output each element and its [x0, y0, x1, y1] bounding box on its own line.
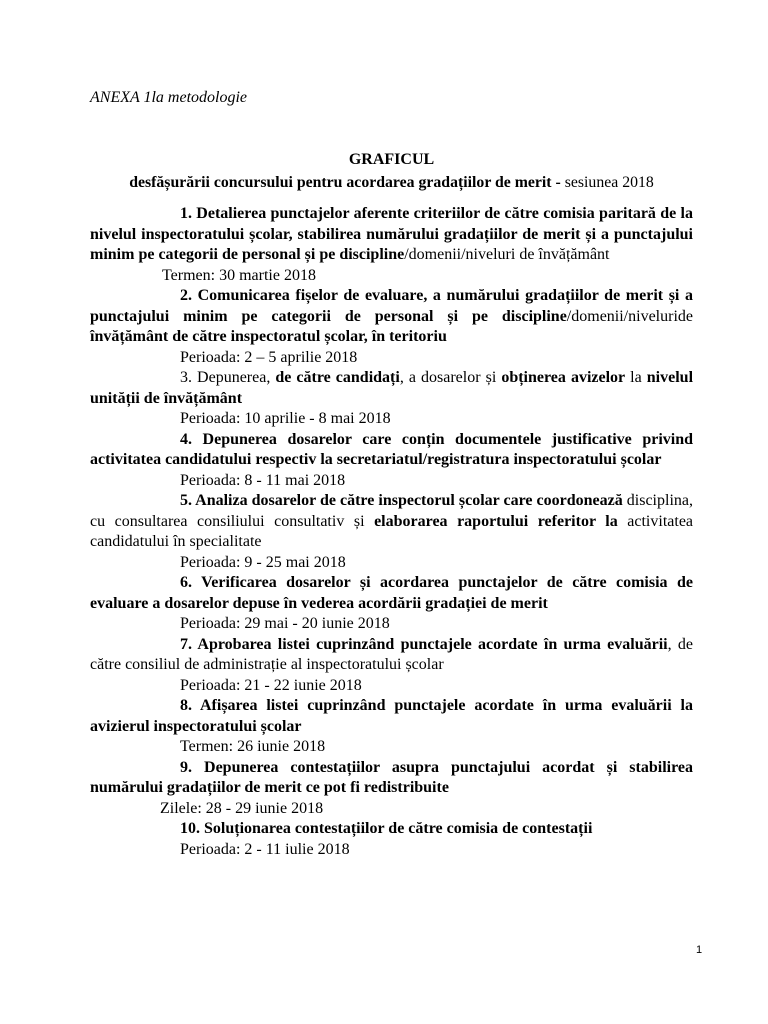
item-5-text-normal: disciplina, cu consultarea consiliului consultativ și: [90, 492, 693, 530]
schedule-item-3: [90, 368, 693, 409]
item-10-deadline: Perioada: 2 - 11 iulie 2018: [180, 840, 350, 858]
subtitle-bold: desfășurării concursului pentru acordarea gradațiilor de merit -: [129, 174, 565, 191]
item-3-text-normal2: , a dosarelor și: [399, 369, 502, 386]
item-9-text: 9. Depunerea contestațiilor asupra punctajului acordat și stabilirea numărului gradațiilor de merit ce pot fi redistribuite: [90, 758, 693, 796]
item-1-text-normal: /domenii/niveluri de învățământ: [404, 246, 610, 263]
item-3-text-bold3: nivelul unității de învățământ: [90, 369, 694, 407]
document-title: GRAFICUL: [348, 151, 435, 168]
item-5-text-bold2: elaborarea raportului referitor la: [374, 512, 618, 530]
item-7-deadline: Perioada: 21 - 22 iunie 2018: [180, 676, 362, 694]
item-3-text-bold2: obținerea avizelor: [501, 369, 626, 386]
schedule-item-6: [90, 573, 693, 614]
item-3-text-bold: de către candidați: [275, 369, 400, 386]
schedule-item-5: [90, 491, 693, 553]
item-3-deadline: Perioada: 10 aprilie - 8 mai 2018: [180, 410, 391, 427]
item-1-text: 1. Detalierea punctajelor aferente criteriilor de către comisia paritară de la nivelul inspectoratului școlar, stabilirea numărului gradațiilor de merit și a punctajului minim pe categorii de personal și pe discipline: [90, 205, 693, 263]
item-6-text: 6. Verificarea dosarelor și acordarea punctajelor de către comisia de evaluare a dosarelor depuse în vederea acordării gradației de merit: [90, 574, 693, 612]
schedule-list: [90, 204, 693, 860]
item-5-text-bold: 5. Analiza dosarelor de către inspectorul școlar care coordonează: [180, 492, 623, 509]
item-6-deadline: Perioada: 29 mai - 20 iunie 2018: [180, 615, 390, 632]
subtitle-session: sesiunea 2018: [564, 174, 654, 191]
item-9-deadline: Zilele: 28 - 29 iunie 2018: [160, 799, 324, 817]
item-2-text-normal: /domenii/niveluride: [566, 307, 693, 325]
annex-label: ANEXA 1la metodologie: [90, 89, 248, 106]
schedule-item-1: [90, 204, 693, 266]
item-5-deadline: Perioada: 9 - 25 mai 2018: [180, 553, 346, 571]
item-2-text: 2. Comunicarea fișelor de evaluare, a numărului gradațiilor de merit și a punctajului minim pe categorii de personal și pe discipline: [90, 287, 693, 325]
item-3-text-normal3: la: [625, 369, 647, 386]
page-number: 1: [696, 944, 703, 956]
schedule-item-10: [90, 819, 693, 840]
item-7-text-normal: , de către consiliul de administrație al inspectoratului școlar: [90, 635, 693, 673]
schedule-item-2: [90, 286, 693, 348]
item-4-text: 4. Depunerea dosarelor care conțin documentele justificative privind activitatea candidatului respectiv la secretariatul/registratura inspectoratului școlar: [90, 430, 693, 468]
document-subtitle: [90, 173, 693, 193]
item-2-text-bold2: învățământ de către inspectoratul școlar, în teritoriu: [90, 328, 447, 345]
item-8-text: 8. Afișarea listei cuprinzând punctajele acordate în urma evaluării la avizierul inspectoratului școlar: [90, 697, 693, 735]
item-10-text: 10. Soluționarea contestațiilor de către comisia de contestații: [180, 820, 593, 837]
item-8-deadline: Termen: 26 iunie 2018: [180, 738, 326, 755]
item-2-deadline: Perioada: 2 – 5 aprilie 2018: [180, 348, 358, 366]
item-1-deadline: Termen: 30 martie 2018: [162, 266, 316, 284]
item-5-text-normal2: activitatea candidatului în specialitate: [90, 512, 694, 550]
item-4-deadline: Perioada: 8 - 11 mai 2018: [180, 471, 346, 489]
schedule-item-8: [90, 696, 693, 737]
schedule-item-7: [90, 635, 693, 676]
schedule-item-4: [90, 430, 693, 471]
item-3-text-normal: 3. Depunerea,: [180, 369, 276, 386]
item-7-text-bold: 7. Aprobarea listei cuprinzând punctajele acordate în urma evaluării: [180, 635, 668, 653]
schedule-item-9: [90, 758, 693, 799]
